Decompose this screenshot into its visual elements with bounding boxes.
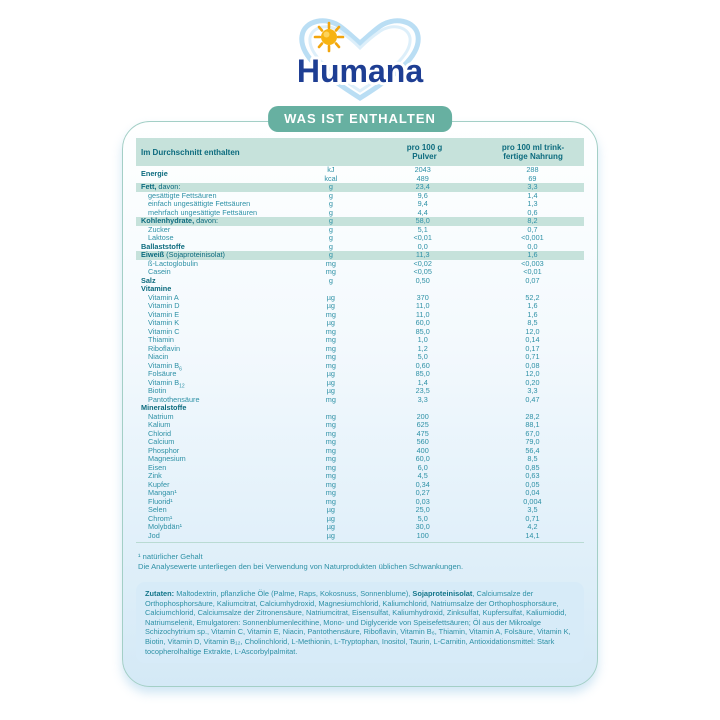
row-label: Vitamin E bbox=[148, 309, 180, 319]
table-row bbox=[136, 413, 584, 422]
row-value-100g: 4,5 bbox=[417, 471, 428, 480]
ingredients-paragraph: Zutaten: Maltodextrin, pflanzliche Öle (Palme, Raps, Kokosnuss, Sonnenblume), Sojaproteinisolat, Calciumsalze der Orthophosphorsäure, Kaliumcitrat, Calciumhydroxid, Magnesiumchlorid, Kaliumchlorid, Natriumsalze der Orthophosphorsäure, Calciumchlorid, Calciumsalze der Zitronensäure, Natriumcitrat, Eisensulfat, Kaliumhydroxid, Zinksulfat, Kupfersulfat, Kaliumiodid, Natriumselenit, Emulgatoren: Sonnenblumenlecithine, Mono- und Diglyceride von Speisefettsäuren; Öl aus der Mikroalge Schizochytrium sp., Vitamin C, Vitamin E, Niacin, Pantothensäure, Riboflavin, Vitamin B₆, Thiamin, Vitamin A, Folsäure, Vitamin K, Biotin, Vitamin D, Vitamin B₁₂, Cholinchlorid, L-Methionin, L-Tryptophan, Inositol, Taurin, L-Carnitin, Antioxidationsmittel: Stark tocopherolhaltige Extrakte, L-Ascorbylpalmitat. bbox=[136, 582, 584, 663]
row-value-100ml: 0,05 bbox=[525, 479, 540, 489]
row-value-100ml: 1,6 bbox=[527, 309, 538, 319]
row-value-100ml: 1,3 bbox=[527, 199, 538, 208]
table-row bbox=[136, 311, 584, 320]
table-row bbox=[136, 260, 584, 269]
row-value-100g: <0,01 bbox=[413, 233, 432, 242]
row-label: Energie bbox=[141, 169, 168, 179]
row-label: Kalium bbox=[148, 420, 171, 429]
row-unit: g bbox=[328, 182, 333, 191]
row-label: Vitamine bbox=[141, 284, 172, 293]
table-row bbox=[136, 319, 584, 328]
row-label: Eiweiß (Sojaproteinisolat) bbox=[141, 250, 225, 259]
row-value-100g: 11,0 bbox=[415, 301, 430, 310]
table-header-row bbox=[136, 138, 584, 166]
row-unit: µg bbox=[326, 369, 335, 378]
row-label: Vitamin $B_{12}$ bbox=[148, 377, 185, 389]
row-value-100ml: 8,2 bbox=[527, 216, 538, 225]
humana-logo bbox=[0, 10, 720, 106]
table-row bbox=[136, 387, 584, 396]
table-row bbox=[136, 294, 584, 303]
section-badge: WAS IST ENTHALTEN bbox=[268, 106, 452, 132]
row-label: Thiamin bbox=[148, 335, 174, 344]
row-value-100ml: 0,7 bbox=[527, 224, 538, 234]
row-value-100g: 30,0 bbox=[415, 522, 430, 531]
row-unit: mg bbox=[325, 267, 336, 276]
header-per-100g: pro 100 g Pulver bbox=[406, 143, 443, 161]
row-value-100g: 475 bbox=[416, 428, 429, 438]
row-unit: mg bbox=[325, 411, 336, 421]
table-row bbox=[136, 251, 584, 260]
row-value-100ml: 8,5 bbox=[527, 454, 538, 463]
row-value-100g: 9,4 bbox=[417, 199, 428, 208]
row-unit: mg bbox=[325, 454, 336, 463]
row-value-100g: 370 bbox=[416, 292, 429, 302]
row-value-100g: 0,03 bbox=[415, 496, 430, 506]
row-unit: µg bbox=[326, 386, 335, 395]
row-value-100g: 11,3 bbox=[415, 250, 430, 259]
table-row bbox=[136, 379, 584, 388]
table-row bbox=[136, 498, 584, 507]
row-value-100g: 25,0 bbox=[415, 505, 430, 514]
row-unit: mg bbox=[325, 343, 336, 353]
row-label: Chrom¹ bbox=[148, 513, 173, 523]
row-value-100ml: 1,4 bbox=[527, 190, 538, 200]
row-value-100ml: 3,3 bbox=[527, 386, 538, 395]
table-row bbox=[136, 277, 584, 286]
row-value-100g: 60,0 bbox=[415, 318, 430, 327]
row-label: Jod bbox=[148, 530, 160, 540]
row-value-100g: 5,0 bbox=[417, 352, 428, 361]
row-unit: mg bbox=[325, 309, 336, 319]
row-unit: g bbox=[328, 224, 333, 234]
row-value-100ml: 288 69 bbox=[526, 165, 539, 183]
row-unit: mg bbox=[325, 420, 336, 429]
table-row bbox=[136, 506, 584, 515]
row-value-100ml: 0,47 bbox=[525, 394, 540, 404]
row-value-100g: 0,34 bbox=[415, 479, 430, 489]
row-unit: mg bbox=[325, 462, 336, 472]
row-value-100ml: <0,01 bbox=[523, 267, 542, 276]
row-value-100g: 23,4 bbox=[415, 182, 430, 191]
table-row bbox=[136, 523, 584, 532]
row-label: mehrfach ungesättigte Fettsäuren bbox=[148, 207, 258, 217]
row-label: Kohlenhydrate, davon: bbox=[141, 216, 219, 225]
row-value-100g: 0,50 bbox=[415, 275, 430, 285]
row-unit: mg bbox=[325, 437, 336, 446]
row-label: Vitamin A bbox=[148, 292, 179, 302]
row-unit: g bbox=[328, 250, 333, 259]
table-row bbox=[136, 217, 584, 226]
row-unit: mg bbox=[325, 496, 336, 506]
row-value-100g: 1,4 bbox=[417, 377, 428, 387]
row-label: Mineralstoffe bbox=[141, 403, 187, 412]
row-unit: µg bbox=[326, 292, 335, 302]
row-value-100ml: 3,5 bbox=[527, 505, 538, 514]
row-value-100g: 5,0 bbox=[417, 513, 428, 523]
table-row bbox=[136, 302, 584, 311]
row-unit: mg bbox=[325, 326, 336, 336]
row-value-100g: 400 bbox=[416, 445, 429, 455]
row-value-100ml: 0,63 bbox=[525, 471, 540, 480]
row-unit: mg bbox=[325, 394, 336, 404]
row-value-100ml: 3,3 bbox=[527, 182, 538, 191]
row-value-100ml: <0,003 bbox=[521, 258, 544, 268]
row-value-100ml: 0,07 bbox=[525, 275, 540, 285]
row-value-100ml: 0,20 bbox=[525, 377, 540, 387]
table-row bbox=[136, 489, 584, 498]
row-label: Riboflavin bbox=[148, 343, 181, 353]
row-value-100ml: 1,6 bbox=[527, 250, 538, 259]
row-value-100g: 0,60 bbox=[415, 360, 430, 370]
humana-logo-graphic bbox=[275, 10, 445, 106]
row-value-100g: 1,2 bbox=[417, 343, 428, 353]
row-unit: mg bbox=[325, 352, 336, 361]
table-row bbox=[136, 345, 584, 354]
row-unit: mg bbox=[325, 258, 336, 268]
row-value-100ml: 0,17 bbox=[525, 343, 540, 353]
row-label: Zucker bbox=[148, 224, 171, 234]
row-value-100g: 0,0 bbox=[417, 241, 428, 251]
row-value-100ml: 79,0 bbox=[525, 437, 540, 446]
row-label: Molybdän¹ bbox=[148, 522, 183, 531]
table-row bbox=[136, 481, 584, 490]
ingredient-bold-term: Sojaproteinisolat bbox=[412, 589, 473, 598]
table-row bbox=[136, 455, 584, 464]
header-average-label: Im Durchschnitt enthalten bbox=[141, 147, 240, 157]
row-label: Casein bbox=[148, 267, 171, 276]
row-label: Vitamin D bbox=[148, 301, 180, 310]
row-unit: g bbox=[328, 233, 333, 242]
row-label: Biotin bbox=[148, 386, 167, 395]
row-value-100g: 5,1 bbox=[417, 224, 428, 234]
table-row bbox=[136, 370, 584, 379]
row-value-100ml: 67,0 bbox=[525, 428, 540, 438]
row-label: Pantothensäure bbox=[148, 394, 200, 404]
row-value-100ml: 4,2 bbox=[527, 522, 538, 531]
row-label: ß-Lactoglobulin bbox=[148, 258, 198, 268]
row-value-100g: 6,0 bbox=[417, 462, 428, 472]
table-row bbox=[136, 464, 584, 473]
row-unit: mg bbox=[325, 479, 336, 489]
row-label: gesättigte Fettsäuren bbox=[148, 190, 217, 200]
footnote-analysis-values: Die Analysewerte unterliegen den bei Verwendung von Naturprodukten üblichen Schwankungen. bbox=[138, 562, 464, 571]
row-value-100ml: 28,2 bbox=[525, 411, 540, 421]
sun-icon bbox=[315, 23, 343, 51]
row-value-100g: 560 bbox=[416, 437, 429, 446]
row-value-100ml: <0,001 bbox=[521, 233, 544, 242]
row-unit: µg bbox=[326, 505, 335, 514]
row-unit: mg bbox=[325, 471, 336, 480]
table-row bbox=[136, 226, 584, 235]
row-value-100ml: 0,004 bbox=[523, 496, 542, 506]
table-row bbox=[136, 421, 584, 430]
row-unit: mg bbox=[325, 335, 336, 344]
row-value-100ml: 1,6 bbox=[527, 301, 538, 310]
row-value-100ml: 8,5 bbox=[527, 318, 538, 327]
table-row bbox=[136, 362, 584, 371]
table-row bbox=[136, 472, 584, 481]
row-value-100ml: 0,85 bbox=[525, 462, 540, 472]
row-value-100g: 85,0 bbox=[415, 326, 430, 336]
table-row bbox=[136, 430, 584, 439]
row-value-100g: 100 bbox=[416, 530, 429, 540]
table-row bbox=[136, 438, 584, 447]
row-unit: g bbox=[328, 216, 333, 225]
row-value-100g: 0,27 bbox=[415, 488, 430, 497]
table-row bbox=[136, 515, 584, 524]
row-label: Selen bbox=[148, 505, 167, 514]
footnote-natural-content: ¹ natürlicher Gehalt bbox=[138, 552, 203, 561]
row-label: Salz bbox=[141, 275, 156, 285]
logo-wordmark: Humana bbox=[296, 53, 424, 89]
row-unit: g bbox=[328, 207, 333, 217]
row-value-100g: <0,02 bbox=[413, 258, 432, 268]
row-value-100ml: 12,0 bbox=[525, 369, 540, 378]
row-unit: mg bbox=[325, 445, 336, 455]
row-value-100g: 200 bbox=[416, 411, 429, 421]
row-value-100g: 9,6 bbox=[417, 190, 428, 200]
row-label: Phosphor bbox=[148, 445, 180, 455]
row-value-100g: 2043 489 bbox=[414, 165, 431, 183]
row-value-100ml: 0,0 bbox=[527, 241, 538, 251]
row-label: einfach ungesättigte Fettsäuren bbox=[148, 199, 251, 208]
row-unit: µg bbox=[326, 301, 335, 310]
nutrition-table bbox=[136, 138, 584, 543]
row-value-100g: <0,05 bbox=[413, 267, 432, 276]
nutrition-table-body bbox=[136, 166, 584, 540]
row-unit: µg bbox=[326, 530, 335, 540]
row-value-100g: 85,0 bbox=[415, 369, 430, 378]
table-row bbox=[136, 532, 584, 541]
row-label: Laktose bbox=[148, 233, 174, 242]
nutrition-card bbox=[122, 121, 598, 687]
row-value-100g: 1,0 bbox=[417, 335, 428, 344]
row-unit: µg bbox=[326, 318, 335, 327]
row-label: Folsäure bbox=[148, 369, 177, 378]
header-per-100ml: pro 100 ml trink- fertige Nahrung bbox=[501, 143, 565, 161]
table-row bbox=[136, 353, 584, 362]
ingredient-bold-term: Zutaten: bbox=[145, 589, 175, 598]
row-unit: kJ kcal bbox=[324, 165, 338, 183]
row-value-100g: 23,5 bbox=[415, 386, 430, 395]
row-unit: g bbox=[328, 275, 333, 285]
row-label: Zink bbox=[148, 471, 162, 480]
row-label: Vitamin C bbox=[148, 326, 180, 336]
row-value-100ml: 0,04 bbox=[525, 488, 540, 497]
table-row bbox=[136, 336, 584, 345]
row-value-100g: 11,0 bbox=[415, 309, 430, 319]
row-unit: µg bbox=[326, 513, 335, 523]
row-label: Vitamin K bbox=[148, 318, 180, 327]
row-value-100ml: 0,71 bbox=[525, 513, 540, 523]
row-value-100ml: 0,71 bbox=[525, 352, 540, 361]
row-label: Natrium bbox=[148, 411, 174, 421]
table-row bbox=[136, 285, 584, 294]
footnotes bbox=[136, 552, 584, 572]
row-value-100ml: 52,2 bbox=[525, 292, 540, 302]
row-value-100ml: 88,1 bbox=[525, 420, 540, 429]
table-row bbox=[136, 396, 584, 405]
table-row bbox=[136, 268, 584, 277]
row-value-100g: 60,0 bbox=[415, 454, 430, 463]
table-row bbox=[136, 447, 584, 456]
row-unit: mg bbox=[325, 360, 336, 370]
table-row bbox=[136, 328, 584, 337]
row-label: Vitamin $B_6$ bbox=[148, 360, 182, 372]
row-value-100ml: 14,1 bbox=[525, 530, 540, 540]
row-value-100ml: 0,6 bbox=[527, 207, 538, 217]
row-value-100ml: 0,14 bbox=[525, 335, 540, 344]
row-label: Calcium bbox=[148, 437, 175, 446]
row-value-100g: 58,0 bbox=[415, 216, 430, 225]
row-value-100ml: 12,0 bbox=[525, 326, 540, 336]
row-unit: mg bbox=[325, 488, 336, 497]
row-unit: mg bbox=[325, 428, 336, 438]
row-label: Fett, davon: bbox=[141, 182, 181, 191]
row-label: Ballaststoffe bbox=[141, 241, 185, 251]
row-value-100ml: 56,4 bbox=[525, 445, 540, 455]
row-label: Kupfer bbox=[148, 479, 170, 489]
row-label: Chlorid bbox=[148, 428, 172, 438]
row-value-100g: 625 bbox=[416, 420, 429, 429]
row-unit: µg bbox=[326, 522, 335, 531]
table-row bbox=[136, 234, 584, 243]
row-label: Fluorid¹ bbox=[148, 496, 173, 506]
row-unit: g bbox=[328, 199, 333, 208]
row-unit: g bbox=[328, 190, 333, 200]
table-row bbox=[136, 404, 584, 413]
table-row bbox=[136, 166, 584, 183]
row-label: Eisen bbox=[148, 462, 167, 472]
row-label: Magnesium bbox=[148, 454, 186, 463]
row-label: Niacin bbox=[148, 352, 169, 361]
row-value-100ml: 0,08 bbox=[525, 360, 540, 370]
row-label: Mangan¹ bbox=[148, 488, 177, 497]
row-value-100g: 4,4 bbox=[417, 207, 428, 217]
row-value-100g: 3,3 bbox=[417, 394, 428, 404]
row-unit: µg bbox=[326, 377, 335, 387]
row-unit: g bbox=[328, 241, 333, 251]
